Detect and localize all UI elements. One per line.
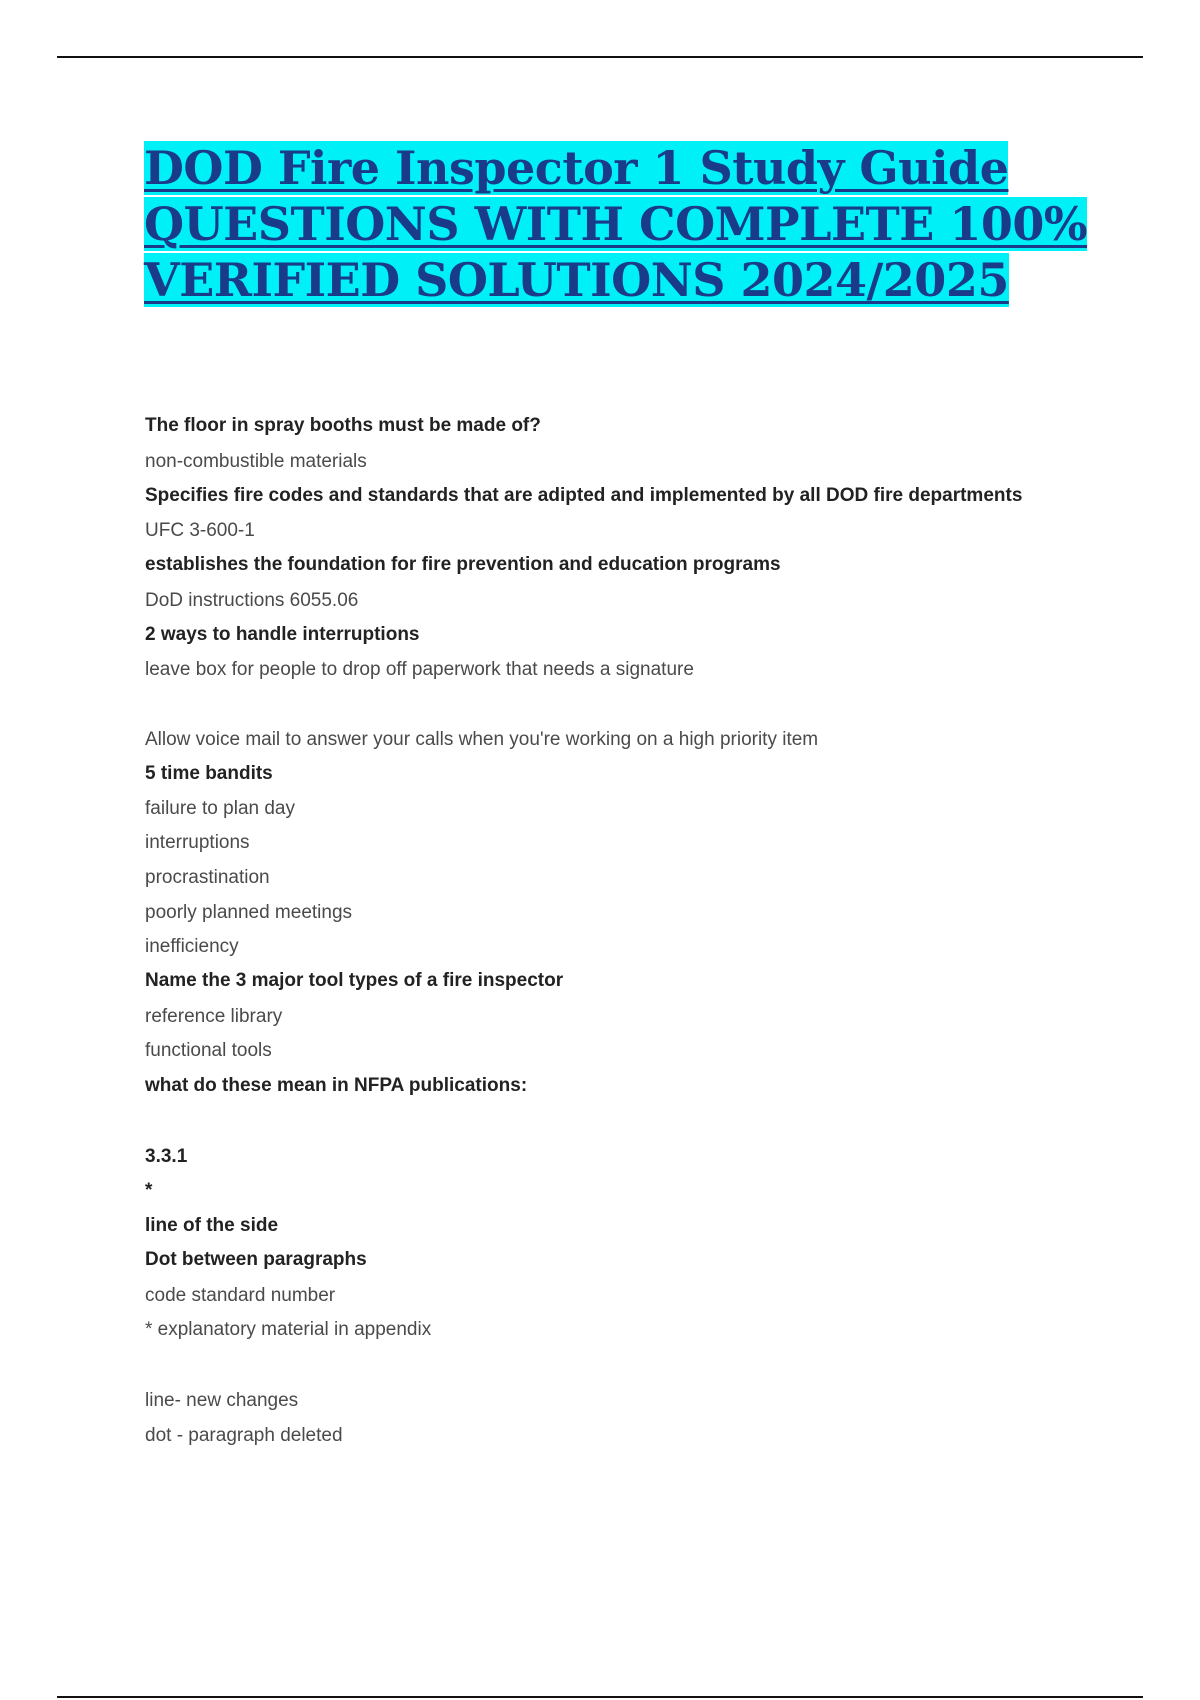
title-line-1: DOD Fire Inspector 1 Study Guide [144, 141, 1009, 195]
answer-line: * explanatory material in appendix [145, 1319, 432, 1340]
answer-line: DoD instructions 6055.06 [145, 590, 359, 611]
answer-line: UFC 3-600-1 [145, 520, 255, 541]
top-rule [57, 56, 1143, 58]
title-line-2: QUESTIONS WITH COMPLETE 100% [144, 197, 1088, 251]
question-line: The floor in spray booths must be made of? [145, 415, 541, 436]
answer-line: reference library [145, 1006, 283, 1027]
answer-line: failure to plan day [145, 798, 295, 819]
answer-line: functional tools [145, 1040, 272, 1061]
answer-line: inefficiency [145, 936, 239, 957]
answer-line: non-combustible materials [145, 451, 367, 472]
answer-line: leave box for people to drop off paperwork that needs a signature [145, 659, 694, 680]
answer-line: dot - paragraph deleted [145, 1425, 343, 1446]
question-line: Name the 3 major tool types of a fire inspector [145, 970, 564, 991]
answer-line: line- new changes [145, 1390, 299, 1411]
answer-line: Allow voice mail to answer your calls when you're working on a high priority item [145, 729, 819, 750]
question-line: 3.3.1 [145, 1146, 188, 1167]
answer-line: poorly planned meetings [145, 902, 353, 923]
question-line: line of the side [145, 1215, 279, 1236]
question-line: what do these mean in NFPA publications: [145, 1075, 528, 1096]
question-line: 5 time bandits [145, 763, 273, 784]
answer-line: code standard number [145, 1285, 336, 1306]
answer-line: procrastination [145, 867, 270, 888]
question-line: * [145, 1180, 153, 1201]
title-line-3: VERIFIED SOLUTIONS 2024/2025 [144, 253, 1009, 307]
document-title [144, 140, 1104, 308]
question-line: 2 ways to handle interruptions [145, 624, 420, 645]
question-line: establishes the foundation for fire prevention and education programs [145, 554, 781, 575]
question-line: Dot between paragraphs [145, 1249, 367, 1270]
question-line: Specifies fire codes and standards that are adipted and implemented by all DOD fire departments [145, 485, 1023, 506]
answer-line: interruptions [145, 832, 250, 853]
bottom-rule [57, 1696, 1143, 1698]
